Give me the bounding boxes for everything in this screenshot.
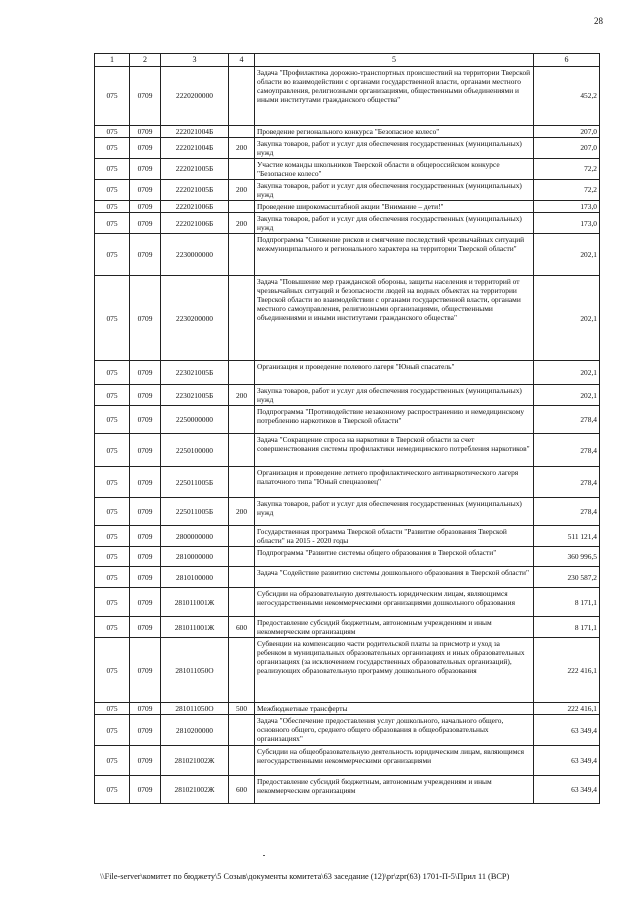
cell-amount: 72,2: [534, 158, 600, 179]
cell-section-code: 0709: [130, 158, 161, 179]
cell-section-code: 0709: [130, 638, 161, 703]
cell-ministry-code: 075: [95, 498, 130, 526]
cell-section-code: 0709: [130, 66, 161, 125]
scan-dot: [263, 855, 265, 856]
cell-description: Закупка товаров, работ и услуг для обеспечения государственных (муниципальных) нужд: [255, 213, 534, 234]
cell-expense-type: 200: [229, 137, 255, 158]
cell-section-code: 0709: [130, 276, 161, 361]
cell-description: Государственная программа Тверской области "Развитие образования Тверской области" на 2015 - 2020 годы: [255, 526, 534, 547]
cell-description: Подпрограмма "Снижение рисков и смягчение последствий чрезвычайных ситуаций межмуниципального и регионального характера на территории Тверской области": [255, 234, 534, 276]
cell-description: Закупка товаров, работ и услуг для обеспечения государственных (муниципальных) нужд: [255, 179, 534, 200]
cell-section-code: 0709: [130, 746, 161, 776]
cell-ministry-code: 075: [95, 638, 130, 703]
table-row: [95, 234, 600, 276]
cell-expense-type: [229, 125, 255, 137]
cell-target-article: 2810100000: [161, 567, 229, 588]
cell-description: Закупка товаров, работ и услуг для обеспечения государственных (муниципальных) нужд: [255, 498, 534, 526]
cell-target-article: 223021005Б: [161, 361, 229, 385]
cell-ministry-code: 075: [95, 158, 130, 179]
cell-expense-type: [229, 406, 255, 434]
cell-amount: 222 416,1: [534, 638, 600, 703]
cell-ministry-code: 075: [95, 361, 130, 385]
cell-expense-type: [229, 234, 255, 276]
cell-amount: 278,4: [534, 467, 600, 498]
cell-target-article: 281011001Ж: [161, 617, 229, 638]
cell-description: Субсидии на образовательную деятельность юридическим лицам, являющимся негосударственными некоммерческими организациями дошкольного образования: [255, 588, 534, 617]
cell-ministry-code: 075: [95, 467, 130, 498]
cell-expense-type: 200: [229, 179, 255, 200]
cell-expense-type: [229, 567, 255, 588]
cell-expense-type: [229, 66, 255, 125]
cell-amount: 207,0: [534, 125, 600, 137]
cell-amount: 8 171,1: [534, 588, 600, 617]
cell-description: Задача "Обеспечение предоставления услуг дошкольного, начального общего, основного общего, среднего общего образования в общеобразовательных организациях": [255, 715, 534, 746]
cell-ministry-code: 075: [95, 746, 130, 776]
cell-amount: 207,0: [534, 137, 600, 158]
cell-section-code: 0709: [130, 547, 161, 567]
cell-ministry-code: 075: [95, 125, 130, 137]
cell-amount: 72,2: [534, 179, 600, 200]
table-row: [95, 137, 600, 158]
cell-description: Задача "Повышение мер гражданской обороны, защиты населения и территорий от чрезвычайных ситуаций и безопасности людей на водных объектах на территории Тверской области во взаимодействии с органами государственной власти, органами местного самоуправления, религиозными организациями, общественными объединениями и иными институтами гражданского общества": [255, 276, 534, 361]
table-row: [95, 361, 600, 385]
cell-expense-type: [229, 588, 255, 617]
cell-ministry-code: 075: [95, 234, 130, 276]
column-header: 1: [95, 54, 130, 67]
table-row: [95, 467, 600, 498]
cell-ministry-code: 075: [95, 137, 130, 158]
cell-expense-type: [229, 638, 255, 703]
cell-amount: 63 349,4: [534, 746, 600, 776]
cell-expense-type: [229, 361, 255, 385]
cell-section-code: 0709: [130, 703, 161, 715]
cell-amount: 230 587,2: [534, 567, 600, 588]
column-header: 3: [161, 54, 229, 67]
cell-description: Подпрограмма "Противодействие незаконному распространению и немедицинскому потреблению наркотиков в Тверской области": [255, 406, 534, 434]
cell-ministry-code: 075: [95, 179, 130, 200]
cell-target-article: 281011001Ж: [161, 588, 229, 617]
cell-target-article: 222021005Б: [161, 179, 229, 200]
cell-ministry-code: 075: [95, 547, 130, 567]
table-row: [95, 179, 600, 200]
column-header: 6: [534, 54, 600, 67]
cell-section-code: 0709: [130, 498, 161, 526]
table-row: [95, 588, 600, 617]
table-header-row: [95, 54, 600, 67]
cell-ministry-code: 075: [95, 567, 130, 588]
table-row: [95, 746, 600, 776]
cell-expense-type: [229, 547, 255, 567]
cell-target-article: 222021004Б: [161, 137, 229, 158]
cell-target-article: 2250000000: [161, 406, 229, 434]
cell-target-article: 223021005Б: [161, 385, 229, 406]
table-row: [95, 617, 600, 638]
cell-section-code: 0709: [130, 715, 161, 746]
cell-section-code: 0709: [130, 526, 161, 547]
cell-ministry-code: 075: [95, 385, 130, 406]
cell-section-code: 0709: [130, 406, 161, 434]
cell-target-article: 225011005Б: [161, 467, 229, 498]
table-row: [95, 567, 600, 588]
cell-target-article: 222021006Б: [161, 200, 229, 212]
cell-ministry-code: 075: [95, 213, 130, 234]
cell-amount: 8 171,1: [534, 617, 600, 638]
table-row: [95, 434, 600, 467]
cell-description: Подпрограмма "Развитие системы общего образования в Тверской области": [255, 547, 534, 567]
cell-description: Закупка товаров, работ и услуг для обеспечения государственных (муниципальных) нужд: [255, 137, 534, 158]
table-row: [95, 66, 600, 125]
cell-amount: 360 996,5: [534, 547, 600, 567]
table-row: [95, 703, 600, 715]
cell-description: Задача "Сокращение спроса на наркотики в Тверской области за счет совершенствования системы профилактики немедицинского потребления наркотиков": [255, 434, 534, 467]
cell-target-article: 2810000000: [161, 547, 229, 567]
cell-target-article: 281021002Ж: [161, 746, 229, 776]
cell-description: Проведение регионального конкурса "Безопасное колесо": [255, 125, 534, 137]
cell-target-article: 222021006Б: [161, 213, 229, 234]
cell-section-code: 0709: [130, 567, 161, 588]
cell-target-article: 281011050О: [161, 638, 229, 703]
cell-target-article: 222021005Б: [161, 158, 229, 179]
cell-section-code: 0709: [130, 179, 161, 200]
footer-file-path: \\File-server\комитет по бюджету\5 Созыв\документы комитета\63 заседание (12)\pr\zpr(63) 1701-П-5\Прил 11 (ВСР): [100, 872, 510, 881]
table-row: [95, 158, 600, 179]
cell-expense-type: [229, 526, 255, 547]
cell-ministry-code: 075: [95, 776, 130, 804]
cell-amount: 511 121,4: [534, 526, 600, 547]
cell-section-code: 0709: [130, 434, 161, 467]
table-row: [95, 213, 600, 234]
cell-description: Межбюджетные трансферты: [255, 703, 534, 715]
cell-expense-type: [229, 746, 255, 776]
cell-target-article: 2230200000: [161, 276, 229, 361]
cell-section-code: 0709: [130, 617, 161, 638]
table-row: [95, 715, 600, 746]
cell-expense-type: [229, 715, 255, 746]
cell-ministry-code: 075: [95, 526, 130, 547]
table-row: [95, 638, 600, 703]
table-row: [95, 276, 600, 361]
column-header: 4: [229, 54, 255, 67]
cell-target-article: 222021004Б: [161, 125, 229, 137]
cell-target-article: 281021002Ж: [161, 776, 229, 804]
cell-ministry-code: 075: [95, 588, 130, 617]
cell-amount: 202,1: [534, 276, 600, 361]
cell-amount: 278,4: [534, 434, 600, 467]
table-row: [95, 385, 600, 406]
cell-section-code: 0709: [130, 385, 161, 406]
cell-section-code: 0709: [130, 125, 161, 137]
cell-expense-type: [229, 158, 255, 179]
cell-ministry-code: 075: [95, 66, 130, 125]
cell-section-code: 0709: [130, 776, 161, 804]
cell-expense-type: 600: [229, 776, 255, 804]
table-row: [95, 526, 600, 547]
cell-target-article: 2230000000: [161, 234, 229, 276]
cell-target-article: 2250100000: [161, 434, 229, 467]
cell-description: Проведение широкомасштабной акции "Внимание – дети!": [255, 200, 534, 212]
cell-description: Предоставление субсидий бюджетным, автономным учреждениям и иным некоммерческим организациям: [255, 776, 534, 804]
cell-expense-type: 200: [229, 385, 255, 406]
budget-table: [94, 53, 600, 804]
cell-description: Организация и проведение полевого лагеря "Юный спасатель": [255, 361, 534, 385]
cell-description: Субвенции на компенсацию части родительской платы за присмотр и уход за ребенком в муниципальных образовательных организациях и иных образовательных организациях (за исключением государственных образовательных организаций), реализующих образовательную программу дошкольного образования: [255, 638, 534, 703]
cell-target-article: 2800000000: [161, 526, 229, 547]
cell-description: Организация и проведение летнего профилактического антинаркотического лагеря палаточного типа "Юный спецназовец": [255, 467, 534, 498]
cell-target-article: 225011005Б: [161, 498, 229, 526]
column-header: 5: [255, 54, 534, 67]
cell-expense-type: [229, 434, 255, 467]
cell-amount: 63 349,4: [534, 715, 600, 746]
cell-amount: 278,4: [534, 406, 600, 434]
cell-expense-type: 200: [229, 498, 255, 526]
cell-description: Субсидии на общеобразовательную деятельность юридическим лицам, являющимся негосударственными некоммерческими организациями: [255, 746, 534, 776]
cell-section-code: 0709: [130, 588, 161, 617]
cell-expense-type: 500: [229, 703, 255, 715]
cell-amount: 202,1: [534, 361, 600, 385]
cell-ministry-code: 075: [95, 703, 130, 715]
cell-ministry-code: 075: [95, 617, 130, 638]
cell-description: Предоставление субсидий бюджетным, автономным учреждениям и иным некоммерческим организациям: [255, 617, 534, 638]
cell-ministry-code: 075: [95, 276, 130, 361]
cell-expense-type: [229, 200, 255, 212]
cell-ministry-code: 075: [95, 200, 130, 212]
cell-amount: 278,4: [534, 498, 600, 526]
cell-amount: 173,0: [534, 200, 600, 212]
cell-ministry-code: 075: [95, 434, 130, 467]
cell-ministry-code: 075: [95, 406, 130, 434]
cell-expense-type: 200: [229, 213, 255, 234]
cell-amount: 173,0: [534, 213, 600, 234]
table-row: [95, 125, 600, 137]
table-row: [95, 498, 600, 526]
page-number: 28: [594, 16, 603, 26]
cell-expense-type: [229, 276, 255, 361]
cell-amount: 222 416,1: [534, 703, 600, 715]
cell-ministry-code: 075: [95, 715, 130, 746]
cell-section-code: 0709: [130, 137, 161, 158]
cell-target-article: 281011050О: [161, 703, 229, 715]
cell-section-code: 0709: [130, 467, 161, 498]
cell-description: Закупка товаров, работ и услуг для обеспечения государственных (муниципальных) нужд: [255, 385, 534, 406]
cell-amount: 202,1: [534, 234, 600, 276]
cell-description: Участие команды школьников Тверской области в общероссийском конкурсе "Безопасное колесо": [255, 158, 534, 179]
cell-section-code: 0709: [130, 361, 161, 385]
cell-expense-type: 600: [229, 617, 255, 638]
table-row: [95, 200, 600, 212]
cell-amount: 63 349,4: [534, 776, 600, 804]
cell-section-code: 0709: [130, 200, 161, 212]
cell-description: Задача "Содействие развитию системы дошкольного образования в Тверской области": [255, 567, 534, 588]
cell-target-article: 2220200000: [161, 66, 229, 125]
cell-section-code: 0709: [130, 234, 161, 276]
cell-description: Задача "Профилактика дорожно-транспортных происшествий на территории Тверской области во взаимодействии с органами государственной власти, органами местного самоуправления, религиозными организациями, общественными объединениями и иными институтами гражданского общества": [255, 66, 534, 125]
cell-section-code: 0709: [130, 213, 161, 234]
cell-target-article: 2810200000: [161, 715, 229, 746]
table-row: [95, 406, 600, 434]
column-header: 2: [130, 54, 161, 67]
cell-amount: 452,2: [534, 66, 600, 125]
table-row: [95, 547, 600, 567]
cell-expense-type: [229, 467, 255, 498]
table-row: [95, 776, 600, 804]
cell-amount: 202,1: [534, 385, 600, 406]
